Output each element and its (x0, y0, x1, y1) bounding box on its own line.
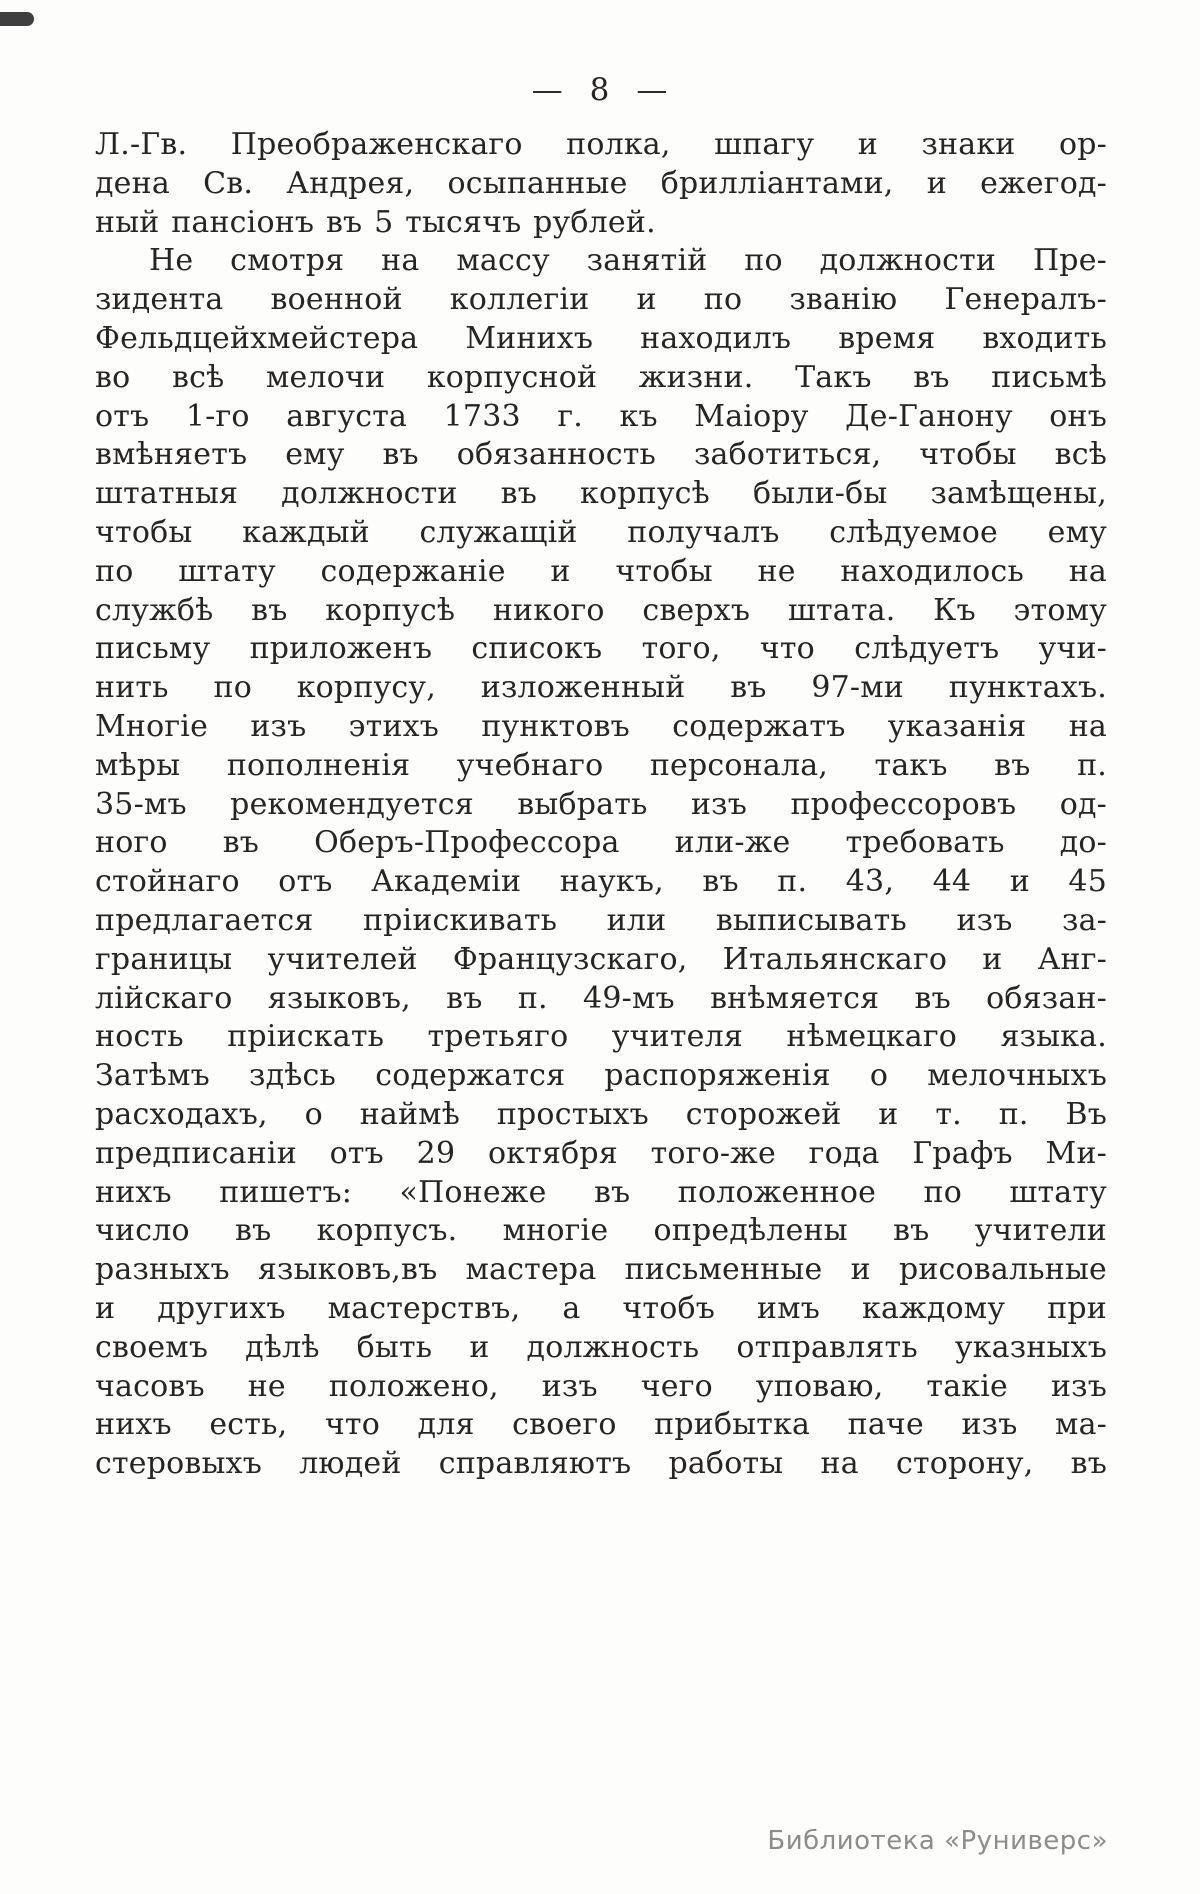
text-line: по штату содержаніе и чтобы не находилось на (95, 553, 1107, 589)
text-block (95, 126, 1107, 1484)
text-line: стеровыхъ людей справляютъ работы на сторону, въ (95, 1446, 1107, 1482)
paragraph (95, 242, 1107, 1484)
library-watermark: Библиотека «Руниверс» (767, 1826, 1108, 1856)
text-line: чтобы каждый служащій получалъ слѣдуемое ему (95, 514, 1107, 550)
text-line: нихъ есть, что для своего прибытка паче изъ ма- (95, 1407, 1107, 1443)
text-line: 35-мъ рекомендуется выбрать изъ профессоровъ од- (95, 786, 1107, 822)
text-line: стойнаго отъ Академіи наукъ, въ п. 43, 44 и 45 (95, 864, 1107, 900)
text-line: отъ 1-го августа 1733 г. къ Маіору Де-Ганону онъ (95, 398, 1107, 434)
text-line: предлагается пріискивать или выписывать изъ за- (95, 902, 1107, 938)
text-line: мѣры пополненія учебнаго персонала, такъ въ п. (95, 747, 1107, 783)
scan-artifact (0, 12, 34, 26)
text-line: и другихъ мастерствъ, а чтобъ имъ каждому при (95, 1290, 1107, 1326)
text-line: предписаніи отъ 29 октября того-же года Графъ Ми- (95, 1135, 1107, 1171)
text-line: нить по корпусу, изложенный въ 97-ми пунктахъ. (95, 670, 1107, 706)
text-line: ного въ Оберъ-Профессора или-же требовать до- (95, 825, 1107, 861)
text-line: зидента военной коллегіи и по званію Генералъ- (95, 282, 1107, 318)
paragraph (95, 126, 1107, 242)
text-line: дена Св. Андрея, осыпанные брилліантами, и ежегод- (95, 165, 1107, 201)
text-line: штатныя должности въ корпусѣ были-бы замѣщены, (95, 476, 1107, 512)
text-line: во всѣ мелочи корпусной жизни. Такъ въ письмѣ (95, 359, 1107, 395)
text-line: Многіе изъ этихъ пунктовъ содержатъ указанія на (95, 708, 1107, 744)
text-line: своемъ дѣлѣ быть и должность отправлять указныхъ (95, 1329, 1107, 1365)
page-header (0, 72, 1200, 108)
text-line: Не смотря на массу занятій по должности Пре- (149, 243, 1107, 279)
text-line: письму приложенъ списокъ того, что слѣдуетъ учи- (95, 631, 1107, 667)
header-dash-left: — (531, 72, 564, 108)
text-line: ный пансіонъ въ 5 тысячъ рублей. (95, 204, 656, 240)
text-line: Затѣмъ здѣсь содержатся распоряженія о мелочныхъ (95, 1058, 1107, 1094)
text-line: ность пріискать третьяго учителя нѣмецкаго языка. (95, 1019, 1107, 1055)
text-line: часовъ не положено, изъ чего уповаю, такіе изъ (95, 1368, 1107, 1404)
header-dash-right: — (636, 72, 669, 108)
text-line: вмѣняетъ ему въ обязанность заботиться, чтобы всѣ (95, 437, 1107, 473)
text-line: Фельдцейхмейстера Минихъ находилъ время входить (95, 320, 1107, 356)
text-line: нихъ пишетъ: «Понеже въ положенное по штату (95, 1174, 1107, 1210)
page-number: 8 (589, 72, 611, 108)
text-line: Л.-Гв. Преображенскаго полка, шпагу и знаки ор- (95, 127, 1107, 162)
text-line: число въ корпусъ. многіе опредѣлены въ учители (95, 1213, 1107, 1249)
text-line: расходахъ, о наймѣ простыхъ сторожей и т. п. Въ (95, 1096, 1107, 1132)
text-line: службѣ въ корпусѣ никого сверхъ штата. Къ этому (95, 592, 1107, 628)
text-line: лійскаго языковъ, въ п. 49-мъ внѣмяется въ обязан- (95, 980, 1107, 1016)
text-line: границы учителей Французскаго, Итальянскаго и Анг- (95, 941, 1107, 977)
text-line: разныхъ языковъ,въ мастера письменные и рисовальные (95, 1252, 1107, 1288)
